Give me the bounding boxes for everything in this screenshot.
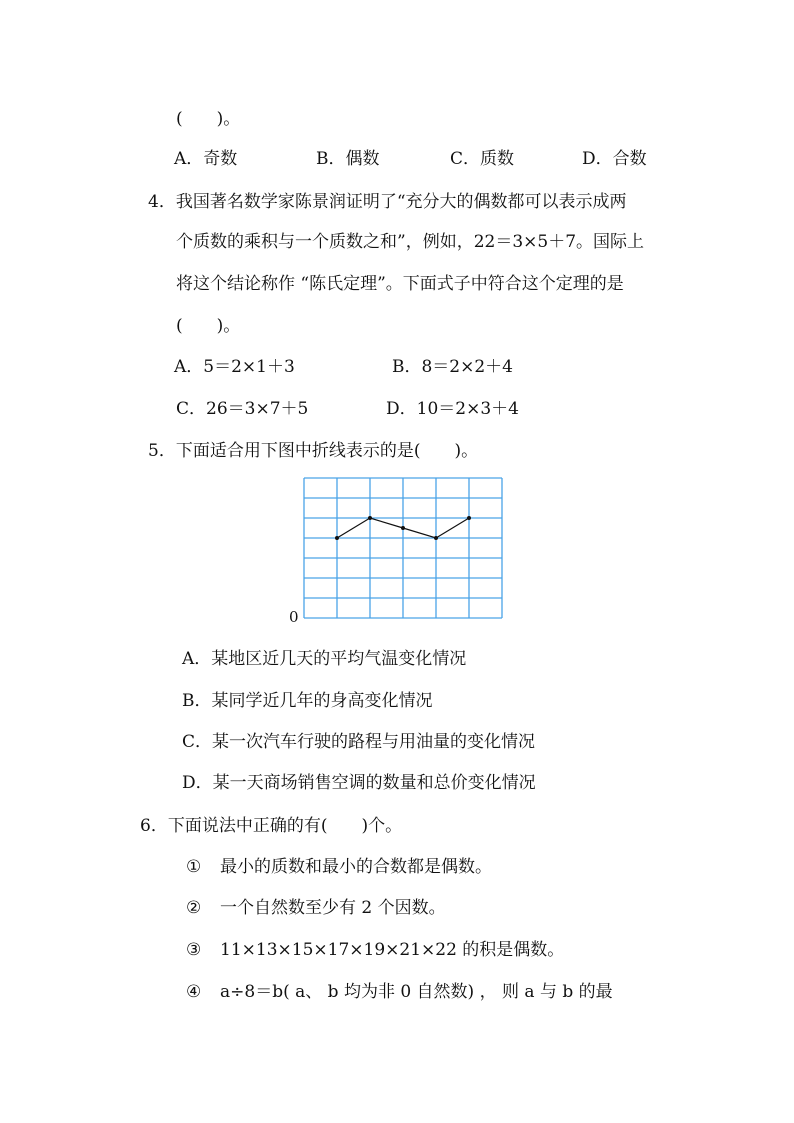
statement-number: ① (186, 857, 202, 877)
statement-text: 11×13×15×17×19×21×22 的积是偶数。 (220, 940, 565, 960)
data-point (368, 516, 372, 520)
q6-statement-3 (186, 939, 564, 961)
q4-option-d[interactable]: D．10＝2×3＋4 (386, 399, 519, 419)
q5-stem: 5．下面适合用下图中折线表示的是( )。 (148, 441, 479, 461)
line-chart (286, 474, 516, 622)
statement-text: a÷8＝b( a、 b 均为非 0 自然数) ， 则 a 与 b 的最 (220, 982, 613, 1002)
q3-option-c[interactable]: C．质数 (450, 149, 515, 169)
q4-stem-line-1: 4．我国著名数学家陈景润证明了“充分大的偶数都可以表示成两 (148, 192, 627, 212)
q6-statement-2 (186, 897, 446, 919)
q6-stem: 6．下面说法中正确的有( )个。 (140, 816, 403, 836)
q4-option-b[interactable]: B．8＝2×2＋4 (392, 357, 514, 377)
q4-answer-blank: ( )。 (176, 316, 241, 336)
q6-statement-4 (186, 981, 613, 1003)
data-point (467, 516, 471, 520)
q3-answer-blank: ( )。 (176, 109, 241, 129)
statement-text: 最小的质数和最小的合数都是偶数。 (220, 857, 492, 877)
q6-statement-1 (186, 856, 492, 878)
data-point (401, 526, 405, 530)
q3-option-a[interactable]: A．奇数 (174, 149, 238, 169)
q5-option-b[interactable]: B．某同学近几年的身高变化情况 (182, 691, 433, 711)
q4-stem-line-3: 将这个结论称作 “陈氏定理”。下面式子中符合这个定理的是 (176, 274, 624, 294)
statement-text: 一个自然数至少有 2 个因数。 (220, 898, 446, 918)
q4-option-c[interactable]: C．26＝3×7＋5 (176, 399, 309, 419)
data-point (335, 536, 339, 540)
data-point (434, 536, 438, 540)
q5-option-c[interactable]: C．某一次汽车行驶的路程与用油量的变化情况 (182, 732, 536, 752)
chart-origin-label: 0 (289, 608, 299, 626)
q3-option-b[interactable]: B．偶数 (316, 149, 380, 169)
statement-number: ④ (186, 982, 202, 1002)
statement-number: ③ (186, 940, 202, 960)
statement-number: ② (186, 898, 202, 918)
q3-option-d[interactable]: D．合数 (582, 149, 647, 169)
q5-option-a[interactable]: A．某地区近几天的平均气温变化情况 (182, 649, 467, 669)
q4-stem-line-2: 个质数的乘积与一个质数之和”，例如，22＝3×5＋7。国际上 (176, 232, 645, 252)
q5-option-d[interactable]: D．某一天商场销售空调的数量和总价变化情况 (182, 773, 536, 793)
q4-option-a[interactable]: A．5＝2×1＋3 (174, 357, 295, 377)
